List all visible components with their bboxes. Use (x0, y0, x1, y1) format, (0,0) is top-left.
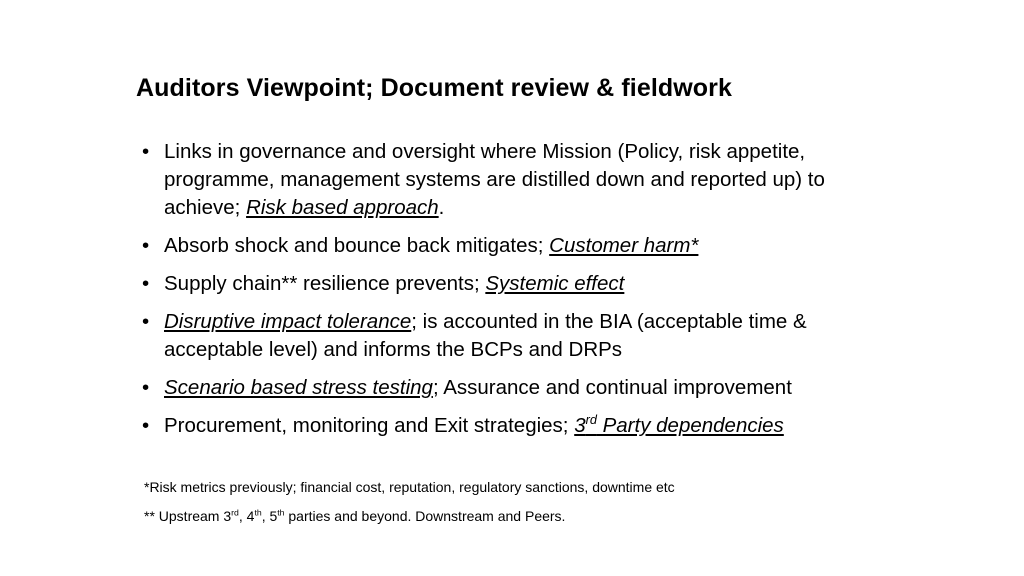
bullet-list (142, 138, 902, 450)
bullet-glyph: • (142, 310, 150, 333)
footnote-sup: rd (231, 507, 239, 518)
ordinal-suffix: rd (585, 412, 597, 428)
footnote-upstream (144, 507, 565, 525)
footnote-part: parties and beyond. Downstream and Peers. (284, 508, 566, 524)
bullet-text-tail: . (438, 196, 445, 219)
bullet-item (142, 138, 902, 222)
bullet-item (142, 232, 902, 260)
bullet-text: Supply chain** resilience prevents; (164, 272, 486, 295)
footnote-part: ** Upstream 3 (144, 508, 232, 524)
footnote-sup: th (277, 507, 285, 518)
bullet-emphasis (574, 414, 784, 437)
slide-title: Auditors Viewpoint; Document review & fieldwork (136, 74, 732, 102)
bullet-glyph: • (142, 234, 150, 257)
footnote-part: , 5 (261, 508, 278, 524)
bullet-text: Links in governance and oversight where Mission (Policy, risk appetite, programme, management systems are distilled down and reported up) to achieve; (164, 140, 825, 219)
ordinal-number: 3 (574, 414, 586, 437)
bullet-item (142, 308, 902, 364)
footnote-risk-metrics: *Risk metrics previously; financial cost, reputation, regulatory sanctions, downtime etc (144, 479, 675, 495)
bullet-item (142, 270, 902, 298)
emphasis-rest: Party dependencies (596, 414, 784, 437)
bullet-text-tail: ; is accounted in the BIA (acceptable time & acceptable level) and informs the BCPs and DRPs (164, 310, 807, 361)
bullet-glyph: • (142, 376, 150, 399)
footnote-part: , 4 (238, 508, 255, 524)
bullet-emphasis: Systemic effect (485, 272, 625, 295)
bullet-glyph: • (142, 414, 150, 437)
bullet-emphasis: Risk based approach (246, 196, 439, 219)
bullet-text-tail: ; Assurance and continual improvement (432, 376, 792, 399)
bullet-emphasis: Customer harm* (549, 234, 699, 257)
bullet-glyph: • (142, 140, 150, 163)
bullet-emphasis: Disruptive impact tolerance (164, 310, 412, 333)
bullet-glyph: • (142, 272, 150, 295)
bullet-text: Absorb shock and bounce back mitigates; (164, 234, 550, 257)
bullet-emphasis: Scenario based stress testing (164, 376, 433, 399)
bullet-item (142, 412, 902, 440)
bullet-text: Procurement, monitoring and Exit strategies; (164, 414, 575, 437)
bullet-item (142, 374, 902, 402)
footnote-sup: th (254, 507, 262, 518)
